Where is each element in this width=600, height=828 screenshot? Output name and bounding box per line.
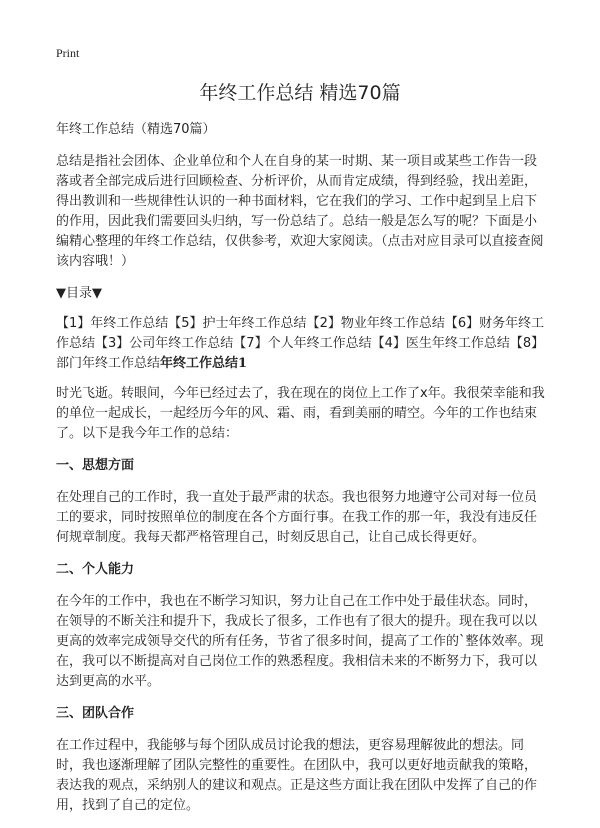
page-title: 年终工作总结 精选70篇 (199, 82, 401, 104)
toc-heading: ▼目录▼ (56, 286, 102, 301)
section-heading-teamwork: 三、团队合作 (56, 706, 135, 721)
toc-link-4[interactable]: 【4】医生年终工作总结 (371, 336, 510, 351)
toc-link-3[interactable]: 【3】公司年终工作总结 (95, 336, 234, 351)
article-body (56, 120, 548, 828)
toc-link-6[interactable]: 【6】财务年终工作总结 (56, 316, 545, 351)
table-of-contents (56, 314, 548, 374)
toc-link-1[interactable]: 【1】年终工作总结 (56, 316, 169, 331)
print-link[interactable]: Print (56, 46, 80, 60)
opening-paragraph: 时光飞逝。转眼间，今年已经过去了，我在现在的岗位上工作了x年。我很荣幸能和我的单位一起成长，一起经历今年的风、霜、雨，看到美丽的晴空。今年的工作也结束了。以下是我今年工作的总结： (56, 386, 545, 441)
section-body-thought: 在处理自己的工作时，我一直处于最严肃的状态。我也很努力地遵守公司对每一位员工的要求，同时按照单位的制度在各个方面行事。在我工作的那一年，我没有违反任何规章制度。我每天都严格管理自己，时刻反思自己，让自己成长得更好。 (56, 490, 538, 545)
toc-link-7[interactable]: 【7】个人年终工作总结 (233, 336, 372, 351)
toc-link-2[interactable]: 【2】物业年终工作总结 (306, 316, 445, 331)
section-heading-ability: 二、个人能力 (56, 562, 135, 577)
section-body-teamwork: 在工作过程中，我能够与每个团队成员讨论我的想法，更容易理解彼此的想法。同时，我也逐渐理解了团队完整性的重要性。在团队中，我可以更好地贡献我的策略，表达我的观点，采纳别人的建议和观点。正是这些方面让我在团队中发挥了自己的作用，找到了自己的定位。 (56, 738, 538, 813)
toc-link-5[interactable]: 【5】护士年终工作总结 (168, 316, 307, 331)
section-heading-thought: 一、思想方面 (56, 458, 135, 473)
toc-link-8[interactable]: 【8】部门年终工作总结 (56, 336, 545, 371)
intro-paragraph: 总结是指社会团体、企业单位和个人在自身的某一时期、某一项目或某些工作告一段落或者全部完成后进行回顾检查、分析评价，从而肯定成绩，得到经验，找出差距，得出教训和一些规律性认识的一种书面材料，它在我们的学习、工作中起到呈上启下的作用，因此我们需要回头归纳，写一份总结了。总结一般是怎么写的呢？下面是小编精心整理的年终工作总结，仅供参考，欢迎大家阅读。（点击对应目录可以直接查阅该内容哦！） (56, 154, 544, 269)
section-title: 年终工作总结1 (160, 356, 248, 371)
subtitle: 年终工作总结（精选70篇） (56, 122, 216, 137)
section-body-ability: 在今年的工作中，我也在不断学习知识，努力让自己在工作中处于最佳状态。同时，在领导的不断关注和提升下，我成长了很多，工作也有了很大的提升。现在我可以以更高的效率完成领导交代的所有任务，节省了很多时间，提高了工作的`整体效率。现在，我可以不断提高对自己岗位工作的熟悉程度。我相信未来的不断努力下，我可以达到更高的水平。 (56, 594, 544, 689)
